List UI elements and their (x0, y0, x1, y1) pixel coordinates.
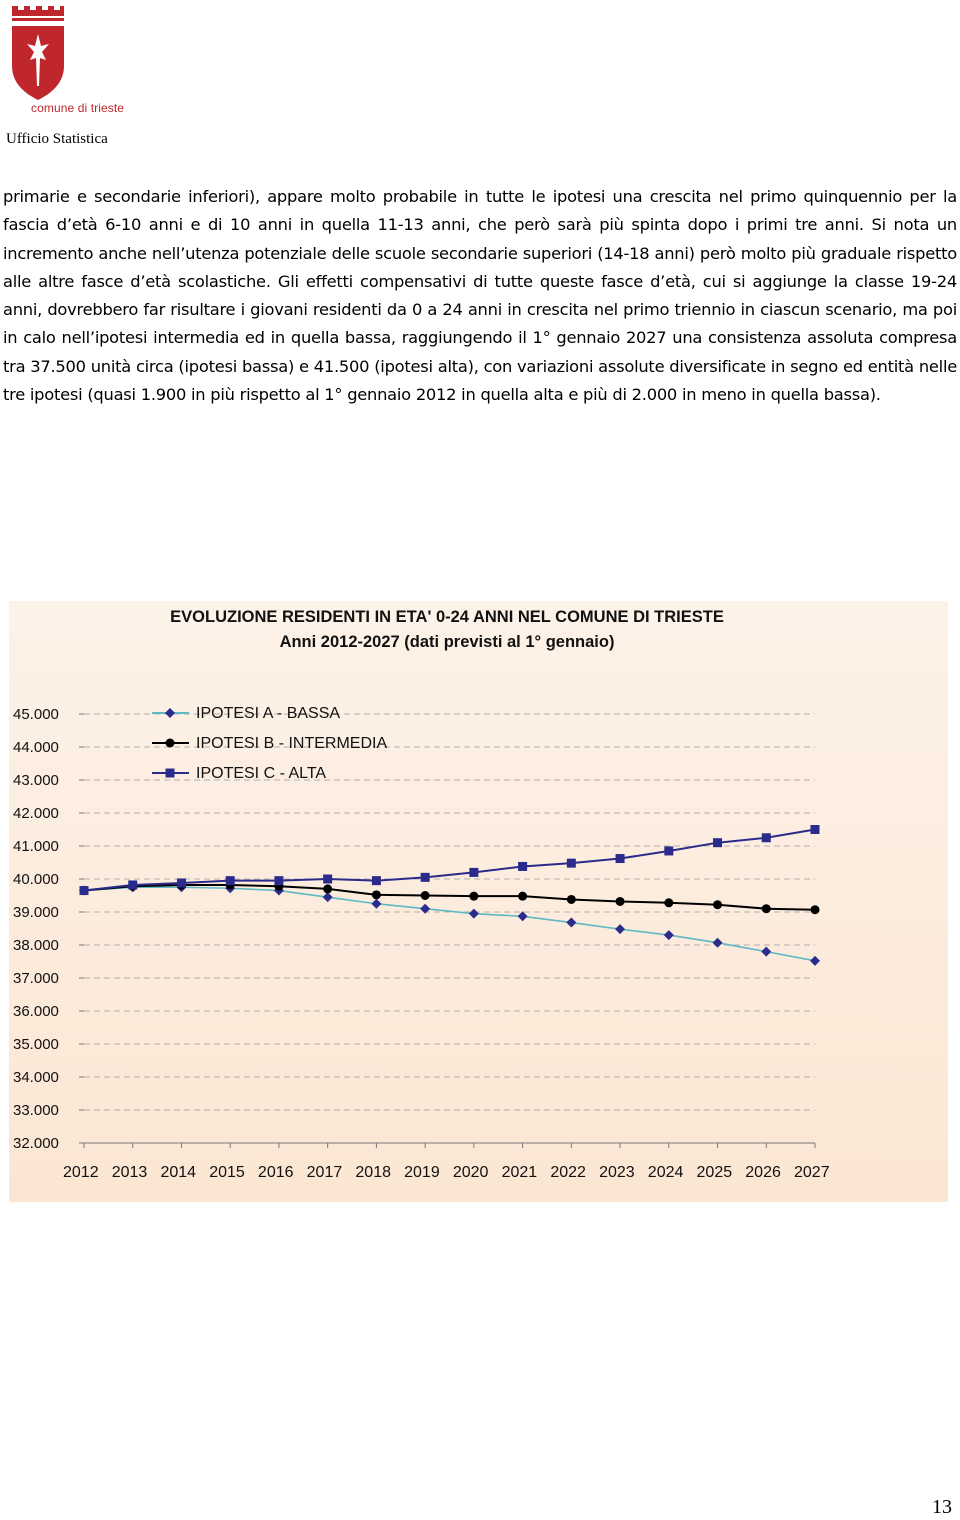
logo-text: comune di trieste (31, 101, 125, 115)
data-point-diamond (761, 947, 771, 957)
chart-panel (9, 601, 948, 1202)
data-point-square (372, 876, 381, 885)
data-point-diamond (566, 918, 576, 928)
series-line-square (84, 830, 815, 891)
x-tick-label: 2015 (209, 1164, 245, 1181)
x-tick-label: 2016 (257, 1164, 294, 1181)
series-line-diamond (84, 887, 815, 961)
data-point-square (616, 854, 625, 863)
x-tick-label: 2021 (501, 1164, 538, 1181)
series-line-circle (84, 885, 815, 910)
legend-marker (166, 739, 175, 748)
y-tick-label: 42.000 (13, 805, 59, 822)
data-point-circle (713, 900, 722, 909)
y-tick-label: 32.000 (13, 1135, 59, 1152)
data-point-diamond (371, 899, 381, 909)
data-point-diamond (615, 924, 625, 934)
legend-marker (165, 708, 175, 718)
chart-title: EVOLUZIONE RESIDENTI IN ETA' 0-24 ANNI NEL COMUNE DI TRIESTE (170, 608, 724, 626)
x-tick-label: 2018 (355, 1164, 391, 1181)
data-point-square (762, 833, 771, 842)
legend-label: IPOTESI C - ALTA (196, 765, 327, 782)
y-tick-label: 35.000 (13, 1036, 59, 1053)
y-tick-label: 40.000 (13, 871, 59, 888)
y-tick-label: 44.000 (13, 739, 59, 756)
data-point-circle (811, 905, 820, 914)
x-tick-label: 2019 (404, 1164, 440, 1181)
data-point-square (177, 878, 186, 887)
x-tick-label: 2022 (550, 1164, 586, 1181)
data-point-diamond (664, 930, 674, 940)
data-point-circle (616, 897, 625, 906)
legend-label: IPOTESI B - INTERMEDIA (196, 735, 388, 752)
data-point-square (128, 880, 137, 889)
y-tick-label: 36.000 (13, 1003, 59, 1020)
x-tick-label: 2020 (452, 1164, 489, 1181)
data-point-diamond (323, 892, 333, 902)
comune-di-trieste-logo (6, 4, 136, 116)
x-tick-label: 2025 (696, 1164, 733, 1181)
x-tick-label: 2013 (111, 1164, 148, 1181)
data-point-circle (567, 895, 576, 904)
y-tick-label: 34.000 (13, 1069, 59, 1086)
data-point-square (567, 859, 576, 868)
data-point-square (80, 886, 89, 895)
data-point-square (664, 846, 673, 855)
shield-halberd-icon (6, 4, 68, 104)
data-point-square (713, 838, 722, 847)
data-point-square (811, 825, 820, 834)
data-point-circle (421, 891, 430, 900)
data-point-diamond (810, 956, 820, 966)
data-point-square (421, 873, 430, 882)
page-number: 13 (932, 1496, 952, 1518)
data-point-circle (518, 892, 527, 901)
legend-label: IPOTESI A - BASSA (196, 705, 341, 722)
data-point-circle (323, 884, 332, 893)
y-tick-label: 38.000 (13, 937, 59, 954)
y-tick-label: 43.000 (13, 772, 59, 789)
data-point-square (518, 862, 527, 871)
data-point-square (226, 876, 235, 885)
x-tick-label: 2027 (794, 1164, 830, 1181)
office-name: Ufficio Statistica (6, 131, 108, 147)
data-point-diamond (713, 938, 723, 948)
x-tick-label: 2014 (160, 1164, 197, 1181)
data-point-circle (762, 904, 771, 913)
data-point-circle (372, 890, 381, 899)
data-point-diamond (469, 909, 479, 919)
x-tick-label: 2026 (745, 1164, 781, 1181)
y-tick-label: 45.000 (13, 706, 59, 723)
data-point-circle (664, 898, 673, 907)
x-tick-label: 2023 (599, 1164, 635, 1181)
x-tick-label: 2017 (306, 1164, 343, 1181)
data-point-circle (469, 892, 478, 901)
data-point-square (469, 868, 478, 877)
y-tick-label: 33.000 (13, 1102, 59, 1119)
body-paragraph: primarie e secondarie inferiori), appare molto probabile in tutte le ipotesi una crescita nel primo quinquennio per la fascia d’età 6-10 anni e di 10 anni in quella 11-13 anni, che però sarà più spinta dopo i primi tre anni. Si nota un incremento anche nell’utenza potenziale delle scuole secondarie superiori (14-18 anni) però molto più graduale rispetto alle altre fasce d’età scolastiche. Gli effetti compensativi di tutte queste fasce d’età, cui si aggiunge la classe 19-24 anni, dovrebbero far risultare i giovani residenti da 0 a 24 anni in crescita nel primo triennio in ciascun scenario, ma poi in calo nell’ipotesi intermedia ed in quella bassa, raggiungendo il 1° gennaio 2027 una consistenza assoluta compresa tra 37.500 unità circa (ipotesi bassa) e 41.500 (ipotesi alta), con variazioni assolute diversificate in segno ed entità nelle tre ipotesi (quasi 1.900 in più rispetto al 1° gennaio 2012 in quella alta e più di 2.000 in meno in quella bassa). (3, 187, 957, 405)
data-point-square (274, 876, 283, 885)
x-tick-label: 2012 (63, 1164, 99, 1181)
data-point-diamond (518, 911, 528, 921)
line-chart (9, 601, 948, 1202)
x-tick-label: 2024 (647, 1164, 684, 1181)
y-tick-label: 37.000 (13, 970, 59, 987)
y-tick-label: 39.000 (13, 904, 59, 921)
data-point-square (323, 875, 332, 884)
y-tick-label: 41.000 (13, 838, 59, 855)
chart-subtitle: Anni 2012-2027 (dati previsti al 1° gennaio) (279, 633, 615, 651)
legend-marker (166, 769, 175, 778)
